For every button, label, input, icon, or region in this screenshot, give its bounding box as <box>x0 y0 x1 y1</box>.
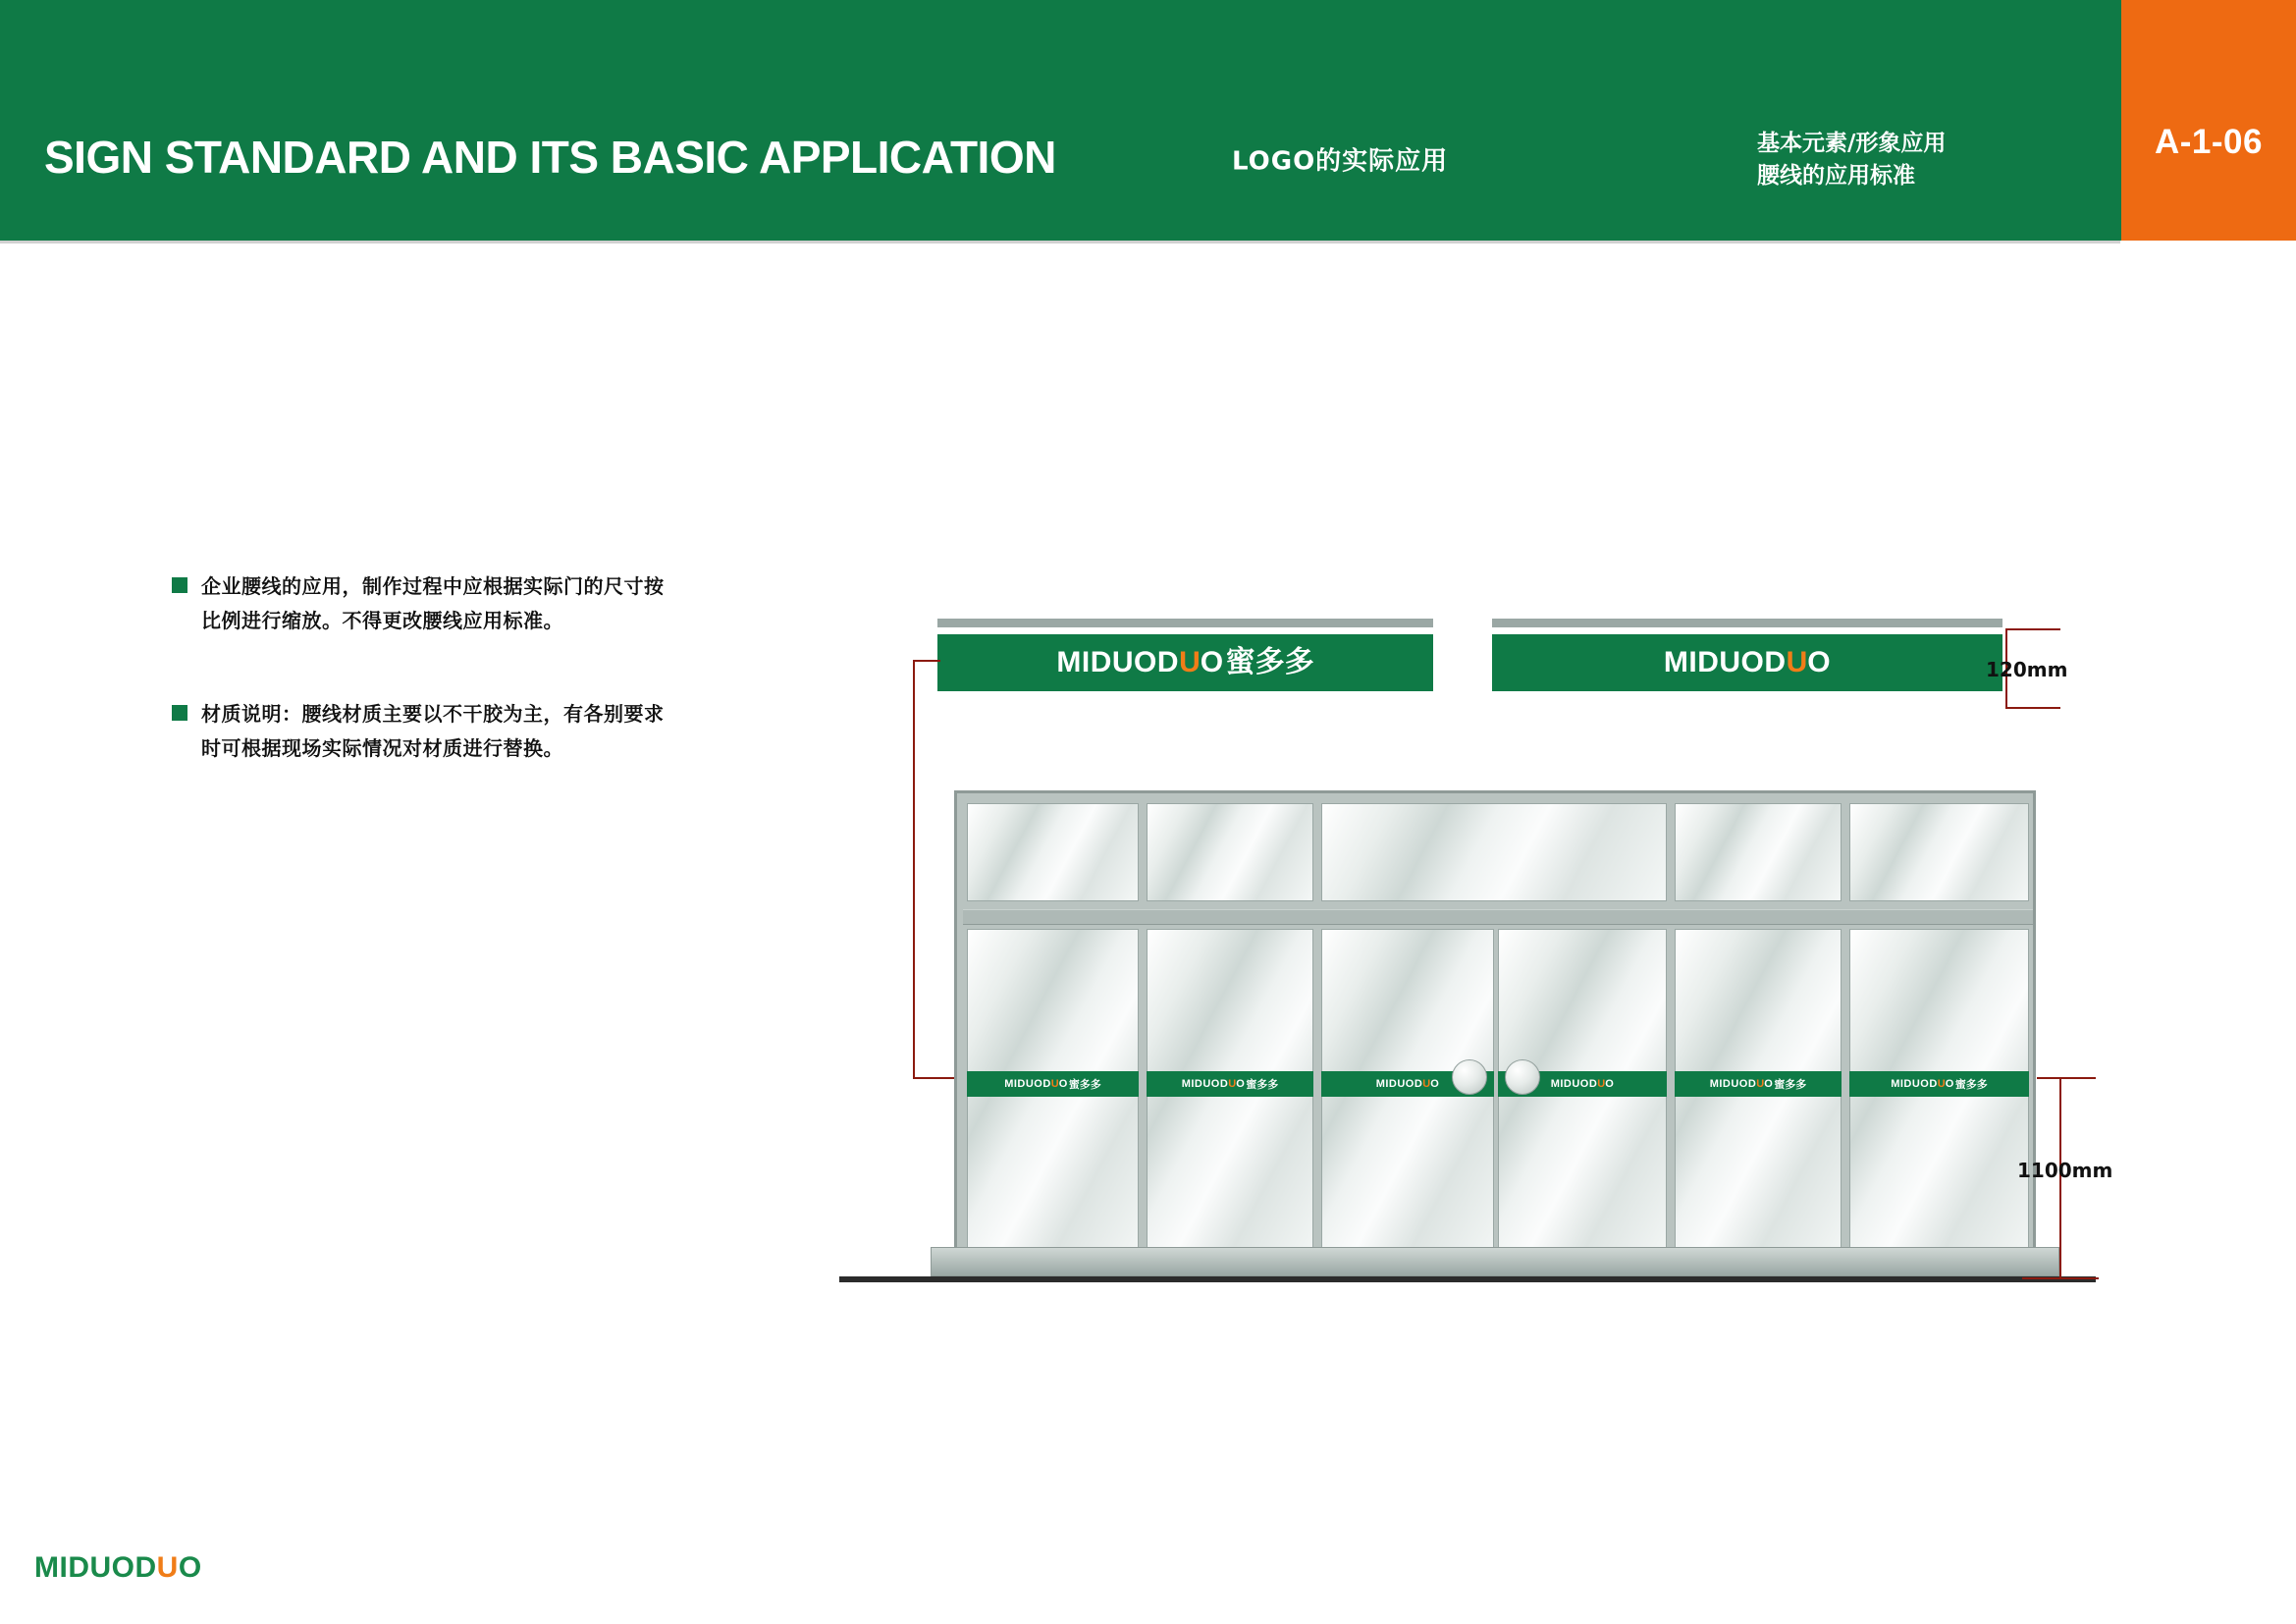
sample-green-band <box>937 634 1433 691</box>
footer-logo-part2: O <box>178 1551 202 1584</box>
logo-word-part1: MIDUOD <box>1891 1077 1938 1090</box>
door-panel <box>1675 929 1842 1268</box>
logo-word-part2: O <box>1945 1077 1954 1090</box>
footer-logo <box>34 1551 202 1585</box>
logo-word-part1: MIDUOD <box>1709 1077 1757 1090</box>
logo-word-part1: MIDUOD <box>1181 1077 1229 1090</box>
logo-chinese: 蜜多多 <box>1774 1077 1807 1091</box>
logo-word-part1: MIDUOD <box>1663 646 1787 678</box>
logo-letter-u: U <box>1050 1077 1059 1090</box>
leader-top-horizontal <box>913 660 940 662</box>
logo-lockup <box>1376 1079 1440 1090</box>
transom-glass <box>1849 803 2029 901</box>
note-text: 材质说明：腰线材质主要以不干胶为主，有各别要求时可根据现场实际情况对材质进行替换。 <box>201 702 665 760</box>
logo-word-part2: O <box>1058 1077 1068 1090</box>
list-item <box>172 697 682 766</box>
header-category <box>1757 128 1946 193</box>
square-bullet-icon <box>172 577 187 593</box>
sample-top-cap <box>937 619 1433 627</box>
logo-chinese: 蜜多多 <box>1068 1077 1101 1091</box>
door-handle[interactable] <box>1505 1059 1540 1095</box>
dim-120-label: 120mm <box>1986 658 2068 681</box>
transom-glass <box>1321 803 1667 901</box>
dim-1100-label: 1100mm <box>2017 1159 2113 1182</box>
logo-word-part1: MIDUOD <box>1004 1077 1051 1090</box>
panel-row <box>967 929 2029 1268</box>
logo-lockup <box>1004 1079 1101 1090</box>
dim-120-tick-bottom <box>2005 707 2060 709</box>
door-panel <box>1147 929 1313 1268</box>
waist-sample-with-chinese <box>937 619 1433 697</box>
logo-word-part1: MIDUOD <box>1550 1077 1598 1090</box>
logo-lockup <box>1891 1079 1988 1090</box>
waist-sample-latin-only <box>1492 619 2002 697</box>
logo-lockup <box>1710 1079 1807 1090</box>
page-title: SIGN STANDARD AND ITS BASIC APPLICATION <box>44 132 1056 183</box>
sample-green-band <box>1492 634 2002 691</box>
logo-lockup <box>1551 1079 1615 1090</box>
leader-vertical <box>913 660 915 1079</box>
waist-band <box>1849 1071 2029 1097</box>
dim-120-tick-top <box>2005 628 2060 630</box>
logo-letter-u: U <box>1756 1077 1765 1090</box>
logo-letter-u: U <box>1597 1077 1606 1090</box>
door-panel <box>967 929 1139 1268</box>
transom-row <box>967 803 2029 901</box>
logo-lockup <box>1056 645 1314 679</box>
waist-band <box>1675 1071 1842 1097</box>
logo-word-part2: O <box>1200 646 1224 678</box>
logo-word-part1: MIDUOD <box>1375 1077 1423 1090</box>
sliding-door-leaf <box>1321 929 1494 1268</box>
header-category-line2: 腰线的应用标准 <box>1757 163 1915 189</box>
logo-word-part2: O <box>1430 1077 1440 1090</box>
waist-band <box>967 1071 1139 1097</box>
header-category-line1: 基本元素/形象应用 <box>1757 131 1947 156</box>
logo-letter-u: U <box>1937 1077 1946 1090</box>
logo-letter-u: U <box>1228 1077 1237 1090</box>
logo-chinese: 蜜多多 <box>1954 1077 1988 1091</box>
transom-glass <box>1675 803 1842 901</box>
horizontal-rail <box>963 909 2033 925</box>
note-text: 企业腰线的应用，制作过程中应根据实际门的尺寸按比例进行缩放。不得更改腰线应用标准。 <box>201 574 665 632</box>
logo-word-part2: O <box>1236 1077 1246 1090</box>
transom-glass <box>967 803 1139 901</box>
sliding-door-leaf <box>1498 929 1667 1268</box>
logo-letter-u: U <box>1786 646 1808 678</box>
logo-lockup <box>1182 1079 1279 1090</box>
transom-glass <box>1147 803 1313 901</box>
logo-chinese: 蜜多多 <box>1225 645 1314 679</box>
list-item <box>172 569 682 638</box>
footer-logo-letter-u: U <box>156 1551 179 1584</box>
page-code: A-1-06 <box>2155 123 2263 161</box>
logo-word-part2: O <box>1764 1077 1774 1090</box>
logo-word-part2: O <box>1605 1077 1615 1090</box>
ground-line <box>839 1276 2096 1282</box>
square-bullet-icon <box>172 705 187 721</box>
logo-letter-u: U <box>1179 646 1201 678</box>
dim-1100-top-horizontal <box>2037 1077 2096 1079</box>
page-subtitle-cn: LOGO的实际应用 <box>1232 146 1449 177</box>
logo-lockup <box>1664 648 1831 677</box>
header-shadow <box>0 241 2120 244</box>
footer-logo-part1: MIDUOD <box>34 1551 157 1584</box>
base-plinth <box>931 1247 2059 1276</box>
notes-list <box>172 569 682 825</box>
logo-word-part2: O <box>1807 646 1832 678</box>
logo-chinese: 蜜多多 <box>1246 1077 1279 1091</box>
page-code-tab <box>2121 0 2296 241</box>
dim-1100-bottom-horizontal <box>2022 1277 2099 1279</box>
logo-letter-u: U <box>1422 1077 1431 1090</box>
door-handle[interactable] <box>1452 1059 1487 1095</box>
door-panel <box>1849 929 2029 1268</box>
logo-word-part1: MIDUOD <box>1056 646 1180 678</box>
storefront-elevation <box>954 790 2036 1278</box>
page-header <box>0 0 2296 241</box>
sample-top-cap <box>1492 619 2002 627</box>
waist-band <box>1147 1071 1313 1097</box>
